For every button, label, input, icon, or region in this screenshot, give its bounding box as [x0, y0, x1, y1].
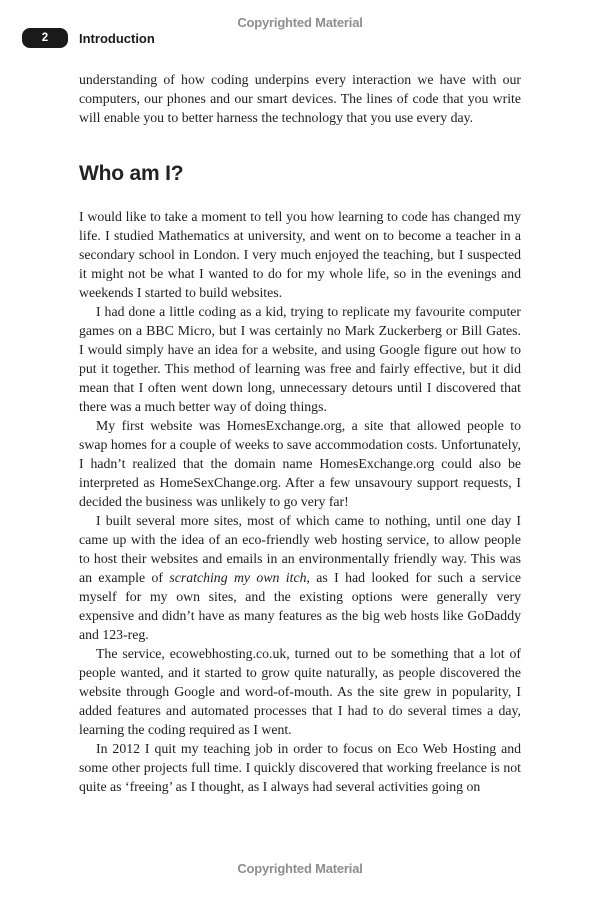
- copyright-watermark-top: Copyrighted Material: [237, 15, 363, 30]
- page-number-badge: 2: [22, 28, 68, 48]
- paragraph-segment: , as I had looked for such a service myself for my own sites, and the existing options were generally very expensive and didn’t have as many features as the big web hosts like GoDaddy and 123-reg.: [79, 570, 521, 642]
- paragraph: My first website was HomesExchange.org, a site that allowed people to swap homes for a couple of weeks to save accommodation costs. Unfortunately, I hadn’t realized that the domain name HomesExchange.org could also be interpreted as HomeSexChange.org. After a few unsavoury support requests, I decided the business was unlikely to go very far!: [79, 418, 521, 509]
- paragraph: I had done a little coding as a kid, trying to replicate my favourite computer games on a BBC Micro, but I was certainly no Mark Zuckerberg or Bill Gates. I would simply have an idea for a website, and using Google figure out how to put it together. This method of learning was free and fairly effective, but it did mean that I often went down long, unnecessary detours until I discovered that there was a much better way of doing things.: [79, 304, 521, 414]
- body-text-block: [79, 70, 521, 796]
- paragraph: I would like to take a moment to tell you how learning to code has changed my life. I studied Mathematics at university, and went on to become a teacher in a secondary school in London. I very much enjoyed the teaching, but I suspected it might not be what I wanted to do for my whole life, so in the evenings and weekends I started to build websites.: [79, 209, 521, 300]
- paragraph: In 2012 I quit my teaching job in order to focus on Eco Web Hosting and some other projects full time. I quickly discovered that working freelance is not quite as ‘freeing’ as I thought, as I always had several activities going on: [79, 741, 521, 794]
- paragraph: The service, ecowebhosting.co.uk, turned out to be something that a lot of people wanted, and it started to grow quite naturally, as people discovered the website through Google and word-of-mouth. As the site grew in popularity, I added features and automated processes that I had to do several times a day, learning the coding required as I went.: [79, 646, 521, 737]
- section-heading-who-am-i: Who am I?: [79, 162, 184, 185]
- paragraph-intro-continuation: understanding of how coding underpins every interaction we have with our computers, our phones and our smart devices. The lines of code that you write will enable you to better harness the technology that you use every day.: [79, 72, 521, 125]
- page-header: [22, 28, 155, 48]
- paragraph-segment: I built several more sites, most of which came to nothing, until one day I came up with the idea of an eco-friendly web hosting service, to allow people to host their websites and emails in an environmentally friendly way. This was an example of: [79, 513, 521, 585]
- chapter-title: Introduction: [79, 30, 155, 46]
- paragraph-segment-italic: scratching my own itch: [169, 570, 307, 585]
- copyright-watermark-bottom: Copyrighted Material: [237, 861, 363, 876]
- paragraph: [79, 511, 521, 644]
